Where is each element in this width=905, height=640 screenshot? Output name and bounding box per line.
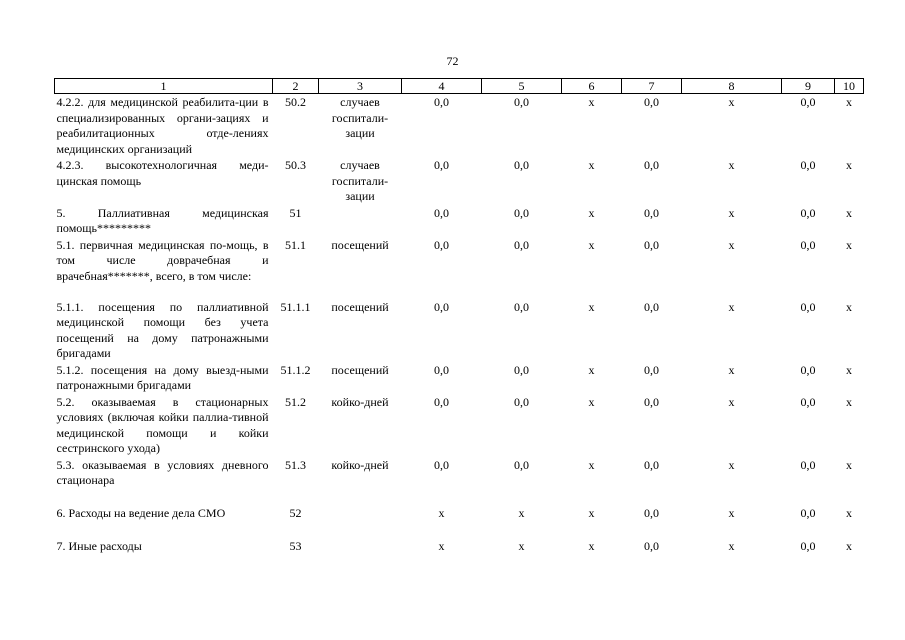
cell-v5: 0,0 — [514, 237, 529, 252]
cell-v7: 0,0 — [644, 505, 659, 520]
cell-v8: х — [728, 299, 735, 314]
col-header: 10 — [835, 79, 864, 94]
cell-v9: 0,0 — [800, 158, 816, 172]
row-code: 52 — [289, 505, 302, 520]
cell-v6: х — [588, 538, 595, 553]
table-row — [55, 539, 864, 559]
cell-v10: х — [846, 457, 852, 472]
row-name: 4.2.2. для медицинской реабилита-ции в специализированных органи-зациях и реабилитационных отде-лениях медицинских организаций — [56, 95, 269, 156]
table-row — [55, 157, 864, 205]
table-row — [55, 299, 864, 362]
cell-v7: 0,0 — [644, 538, 659, 553]
cell-v5: 0,0 — [514, 158, 529, 172]
row-name: 4.2.3. высокотехнологичная меди-цинская помощь — [56, 158, 269, 188]
cell-v5: 0,0 — [514, 205, 529, 220]
row-unit: посещений — [331, 237, 389, 252]
row-name: 5.1.1. посещения по паллиативной медицинской помощи без учета посещений на дому патронажными бригадами — [56, 299, 269, 360]
row-code: 53 — [289, 538, 302, 553]
cell-v5: х — [518, 505, 525, 520]
col-header: 6 — [562, 79, 622, 94]
col-header: 7 — [622, 79, 682, 94]
cell-v10: х — [846, 205, 852, 220]
cell-v5: х — [518, 538, 525, 553]
row-unit — [319, 539, 402, 559]
table-row — [55, 506, 864, 539]
table-row — [55, 237, 864, 299]
table-row — [55, 94, 864, 158]
cell-v6: х — [588, 237, 595, 252]
cell-v9: 0,0 — [800, 205, 816, 220]
cell-v7: 0,0 — [644, 299, 659, 314]
header-row — [55, 79, 864, 94]
cell-v6: х — [588, 299, 595, 314]
page-number: 72 — [446, 54, 459, 68]
cell-v9: 0,0 — [800, 457, 816, 472]
col-header: 8 — [682, 79, 782, 94]
table-row — [55, 394, 864, 457]
row-unit — [319, 205, 402, 237]
cell-v9: 0,0 — [800, 505, 816, 520]
cell-v4: 0,0 — [434, 95, 449, 109]
cell-v10: х — [846, 299, 852, 314]
row-unit: койко-дней — [331, 394, 389, 409]
row-name: 5.1. первичная медицинская по-мощь, в том числе доврачебная и врачебная*******, всего, в том числе: — [56, 237, 269, 283]
col-header: 9 — [782, 79, 835, 94]
cell-v8: х — [728, 538, 735, 553]
row-name: 5.2. оказываемая в стационарных условиях (включая койки паллиа-тивной медицинской помощи и койки сестринского ухода) — [56, 394, 269, 455]
cell-v5: 0,0 — [514, 299, 529, 314]
cell-v9: 0,0 — [800, 538, 816, 553]
cell-v7: 0,0 — [644, 95, 659, 109]
cell-v6: х — [588, 394, 595, 409]
row-name: 5. Паллиативная медицинская помощь********* — [56, 205, 269, 235]
cell-v5: 0,0 — [514, 394, 529, 409]
cell-v10: х — [846, 394, 852, 409]
cell-v4: 0,0 — [434, 237, 449, 252]
cell-v10: х — [846, 158, 852, 172]
cell-v4: 0,0 — [434, 457, 449, 472]
cell-v9: 0,0 — [800, 237, 816, 252]
cell-v6: х — [588, 158, 595, 172]
cell-v5: 0,0 — [514, 95, 529, 109]
cell-v8: х — [728, 205, 735, 220]
cell-v8: х — [728, 362, 735, 377]
cell-v7: 0,0 — [644, 237, 659, 252]
cell-v7: 0,0 — [644, 158, 659, 172]
cell-v8: х — [728, 394, 735, 409]
cell-v5: 0,0 — [514, 362, 529, 377]
cell-v10: х — [846, 237, 852, 252]
cell-v10: х — [846, 538, 852, 553]
col-header: 5 — [482, 79, 562, 94]
row-code: 51.3 — [285, 457, 306, 472]
col-header: 3 — [319, 79, 402, 94]
table-row — [55, 205, 864, 237]
row-name: 6. Расходы на ведение дела СМО — [56, 505, 226, 520]
row-unit: койко-дней — [331, 457, 389, 472]
row-code: 51 — [289, 205, 302, 220]
cell-v9: 0,0 — [800, 95, 816, 109]
cell-v4: х — [438, 505, 445, 520]
col-header: 2 — [273, 79, 319, 94]
cell-v10: х — [846, 95, 852, 109]
cell-v9: 0,0 — [800, 394, 816, 409]
cell-v4: 0,0 — [434, 299, 449, 314]
cell-v4: 0,0 — [434, 158, 449, 172]
cell-v6: х — [588, 457, 595, 472]
row-name: 7. Иные расходы — [56, 538, 142, 553]
row-name: 5.3. оказываемая в условиях дневного стационара — [56, 457, 269, 487]
row-code: 51.2 — [285, 394, 306, 409]
col-header: 1 — [55, 79, 273, 94]
table-row — [55, 362, 864, 394]
cell-v7: 0,0 — [644, 205, 659, 220]
row-code: 50.3 — [285, 158, 306, 172]
cell-v9: 0,0 — [800, 362, 816, 377]
cell-v8: х — [728, 158, 735, 172]
row-unit — [319, 506, 402, 539]
row-unit: посещений — [331, 299, 389, 314]
cell-v6: х — [588, 362, 595, 377]
cell-v4: 0,0 — [434, 205, 449, 220]
cell-v7: 0,0 — [644, 394, 659, 409]
row-name: 5.1.2. посещения на дому выезд-ными патронажными бригадами — [56, 362, 269, 392]
cell-v8: х — [728, 95, 735, 109]
row-code: 50.2 — [285, 95, 306, 109]
cell-v8: х — [728, 505, 735, 520]
row-code: 51.1.1 — [280, 299, 311, 314]
cell-v10: х — [846, 362, 852, 377]
col-header: 4 — [402, 79, 482, 94]
row-code: 51.1.2 — [280, 362, 311, 377]
cell-v6: х — [588, 95, 595, 109]
cell-v7: 0,0 — [644, 457, 659, 472]
row-unit: случаев госпитали-зации — [331, 95, 389, 140]
cell-v8: х — [728, 237, 735, 252]
row-unit: случаев госпитали-зации — [331, 158, 389, 203]
cell-v4: 0,0 — [434, 394, 449, 409]
row-unit: посещений — [331, 362, 389, 377]
cell-v4: х — [438, 538, 445, 553]
cell-v10: х — [846, 505, 852, 520]
table-row — [55, 457, 864, 506]
cell-v4: 0,0 — [434, 362, 449, 377]
cell-v6: х — [588, 205, 595, 220]
cell-v5: 0,0 — [514, 457, 529, 472]
cell-v7: 0,0 — [644, 362, 659, 377]
cell-v8: х — [728, 457, 735, 472]
cell-v9: 0,0 — [800, 299, 816, 314]
row-code: 51.1 — [285, 237, 306, 252]
data-table — [54, 78, 864, 559]
cell-v6: х — [588, 505, 595, 520]
